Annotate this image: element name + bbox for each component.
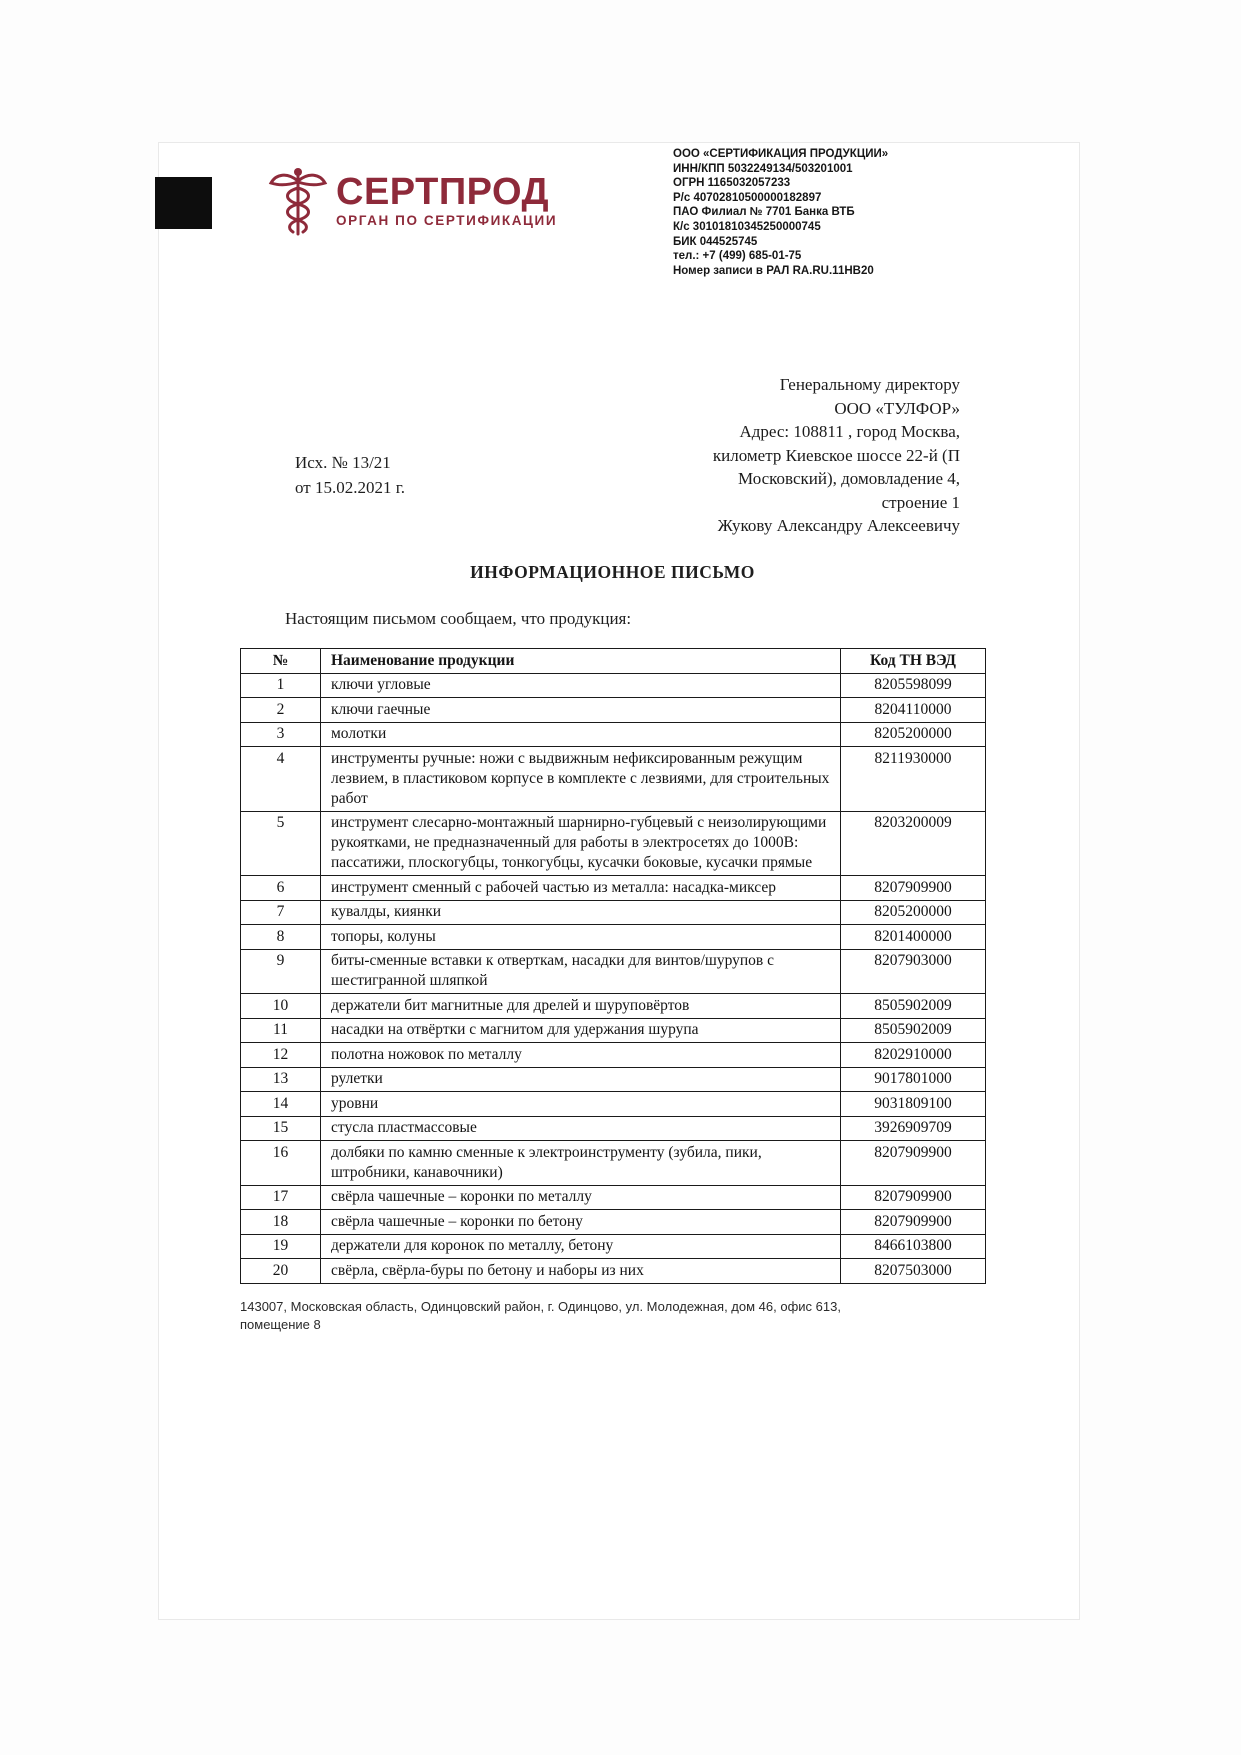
product-name-cell: стусла пластмассовые xyxy=(321,1116,841,1141)
company-details-line: ИНН/КПП 5032249134/503201001 xyxy=(673,162,853,175)
table-row xyxy=(241,1259,986,1284)
product-name-cell: ключи угловые xyxy=(321,673,841,698)
row-number-cell: 20 xyxy=(241,1259,321,1284)
tnved-code-cell: 3926909709 xyxy=(841,1116,986,1141)
table-row xyxy=(241,1116,986,1141)
tnved-code-cell: 8466103800 xyxy=(841,1234,986,1259)
table-row xyxy=(241,900,986,925)
table-row xyxy=(241,722,986,747)
product-name-cell: полотна ножовок по металлу xyxy=(321,1043,841,1068)
row-number-cell: 8 xyxy=(241,925,321,950)
product-name-cell: рулетки xyxy=(321,1067,841,1092)
tnved-code-cell: 8204110000 xyxy=(841,698,986,723)
company-details-line: ОГРН 1165032057233 xyxy=(673,177,791,190)
tnved-code-cell: 8202910000 xyxy=(841,1043,986,1068)
addressee-line: Генеральному директору xyxy=(779,375,960,394)
addressee-line: Адрес: 108811 , город Москва, xyxy=(739,422,960,441)
row-number-cell: 6 xyxy=(241,876,321,901)
company-details-line: тел.: +7 (499) 685-01-75 xyxy=(673,250,802,263)
letter-title: ИНФОРМАЦИОННОЕ ПИСЬМО xyxy=(470,562,755,582)
tnved-code-cell: 8205200000 xyxy=(841,900,986,925)
tnved-code-cell: 8211930000 xyxy=(841,747,986,812)
table-row xyxy=(241,876,986,901)
product-name-cell: держатели для коронок по металлу, бетону xyxy=(321,1234,841,1259)
row-number-cell: 12 xyxy=(241,1043,321,1068)
tnved-code-cell: 9017801000 xyxy=(841,1067,986,1092)
tnved-code-cell: 8207503000 xyxy=(841,1259,986,1284)
table-row xyxy=(241,1018,986,1043)
table-row xyxy=(241,747,986,812)
logo-name: СЕРТПРОД xyxy=(336,171,550,213)
tnved-code-cell: 8203200009 xyxy=(841,811,986,876)
row-number-cell: 4 xyxy=(241,747,321,812)
addressee-line: ООО «ТУЛФОР» xyxy=(834,398,960,418)
company-details xyxy=(673,147,1003,278)
company-details-line: ООО «СЕРТИФИКАЦИЯ ПРОДУКЦИИ» xyxy=(673,148,889,160)
product-name-cell: свёрла, свёрла-буры по бетону и наборы из них xyxy=(321,1259,841,1284)
tnved-code-cell: 8201400000 xyxy=(841,925,986,950)
product-name-cell: свёрла чашечные – коронки по металлу xyxy=(321,1185,841,1210)
table-header-row xyxy=(241,649,986,674)
row-number-cell: 19 xyxy=(241,1234,321,1259)
company-details-line: Р/с 40702810500000182897 xyxy=(673,191,822,204)
products-table xyxy=(240,648,986,1284)
table-row xyxy=(241,1141,986,1186)
row-number-cell: 15 xyxy=(241,1116,321,1141)
outgoing-number: Исх. № 13/21 xyxy=(295,453,391,472)
row-number-cell: 13 xyxy=(241,1067,321,1092)
product-name-cell: инструмент слесарно-монтажный шарнирно-губцевый с неизолирующими рукоятками, не предназначенный для работы в электросетях до 1000В: пассатижи, плоскогубцы, тонкогубцы, кусачки боковые, кусачки прямые xyxy=(321,811,841,876)
header-num: № xyxy=(241,649,321,674)
footer-address xyxy=(240,1298,1000,1333)
row-number-cell: 16 xyxy=(241,1141,321,1186)
addressee-line: километр Киевское шоссе 22-й (П xyxy=(712,445,960,465)
tnved-code-cell: 8505902009 xyxy=(841,994,986,1019)
row-number-cell: 17 xyxy=(241,1185,321,1210)
tnved-code-cell: 8207909900 xyxy=(841,1141,986,1186)
tnved-code-cell: 8207909900 xyxy=(841,1210,986,1235)
addressee-line: строение 1 xyxy=(881,492,960,512)
table-row xyxy=(241,925,986,950)
row-number-cell: 2 xyxy=(241,698,321,723)
tnved-code-cell: 8207903000 xyxy=(841,949,986,994)
footer-address-line: 143007, Московская область, Одинцовский район, г. Одинцово, ул. Молодежная, дом 46, офис 613, xyxy=(240,1299,841,1314)
product-name-cell: долбяки по камню сменные к электроинструменту (зубила, пики, штробники, канавочники) xyxy=(321,1141,841,1186)
logo xyxy=(266,166,557,238)
caduceus-icon xyxy=(266,166,330,238)
table-row xyxy=(241,1092,986,1117)
table-row xyxy=(241,698,986,723)
table-row xyxy=(241,1234,986,1259)
product-name-cell: инструмент сменный с рабочей частью из металла: насадка-миксер xyxy=(321,876,841,901)
reference-date: от 15.02.2021 г. xyxy=(295,478,406,497)
product-name-cell: молотки xyxy=(321,722,841,747)
company-details-line: Номер записи в РАЛ RA.RU.11НВ20 xyxy=(673,264,874,277)
row-number-cell: 18 xyxy=(241,1210,321,1235)
table-row xyxy=(241,1043,986,1068)
company-details-line: БИК 044525745 xyxy=(673,235,758,248)
addressee-line: Московский), домовладение 4, xyxy=(738,469,960,488)
row-number-cell: 3 xyxy=(241,722,321,747)
table-row xyxy=(241,949,986,994)
product-name-cell: насадки на отвёртки с магнитом для удержания шурупа xyxy=(321,1018,841,1043)
product-name-cell: топоры, колуны xyxy=(321,925,841,950)
header-name: Наименование продукции xyxy=(321,649,841,674)
tnved-code-cell: 8205598099 xyxy=(841,673,986,698)
product-name-cell: держатели бит магнитные для дрелей и шуруповёртов xyxy=(321,994,841,1019)
header-code: Код ТН ВЭД xyxy=(841,649,986,674)
addressee-block xyxy=(630,373,960,538)
row-number-cell: 1 xyxy=(241,673,321,698)
table-row xyxy=(241,1067,986,1092)
row-number-cell: 11 xyxy=(241,1018,321,1043)
row-number-cell: 9 xyxy=(241,949,321,994)
table-row xyxy=(241,811,986,876)
product-name-cell: инструменты ручные: ножи с выдвижным нефиксированным режущим лезвием, в пластиковом корпусе в комплекте с лезвиями, для строительных работ xyxy=(321,747,841,812)
table-row xyxy=(241,673,986,698)
tnved-code-cell: 9031809100 xyxy=(841,1092,986,1117)
intro-text: Настоящим письмом сообщаем, что продукция: xyxy=(285,609,632,628)
company-details-line: ПАО Филиал № 7701 Банка ВТБ xyxy=(673,206,855,219)
product-name-cell: уровни xyxy=(321,1092,841,1117)
row-number-cell: 14 xyxy=(241,1092,321,1117)
row-number-cell: 10 xyxy=(241,994,321,1019)
tnved-code-cell: 8505902009 xyxy=(841,1018,986,1043)
tnved-code-cell: 8207909900 xyxy=(841,1185,986,1210)
row-number-cell: 7 xyxy=(241,900,321,925)
product-name-cell: свёрла чашечные – коронки по бетону xyxy=(321,1210,841,1235)
product-name-cell: ключи гаечные xyxy=(321,698,841,723)
addressee-line: Жукову Александру Алексеевичу xyxy=(717,516,960,535)
footer-address-line: помещение 8 xyxy=(240,1316,321,1332)
logo-subtitle: ОРГАН ПО СЕРТИФИКАЦИИ xyxy=(336,213,558,228)
reference-block xyxy=(295,450,405,500)
table-row xyxy=(241,1185,986,1210)
tnved-code-cell: 8207909900 xyxy=(841,876,986,901)
company-details-line: К/с 30101810345250000745 xyxy=(673,220,821,233)
table-row xyxy=(241,1210,986,1235)
row-number-cell: 5 xyxy=(241,811,321,876)
logo-text xyxy=(336,166,557,228)
table-row xyxy=(241,994,986,1019)
tnved-code-cell: 8205200000 xyxy=(841,722,986,747)
product-name-cell: кувалды, киянки xyxy=(321,900,841,925)
product-name-cell: биты-сменные вставки к отверткам, насадки для винтов/шурупов с шестигранной шляпкой xyxy=(321,949,841,994)
scan-black-mark xyxy=(155,177,212,229)
